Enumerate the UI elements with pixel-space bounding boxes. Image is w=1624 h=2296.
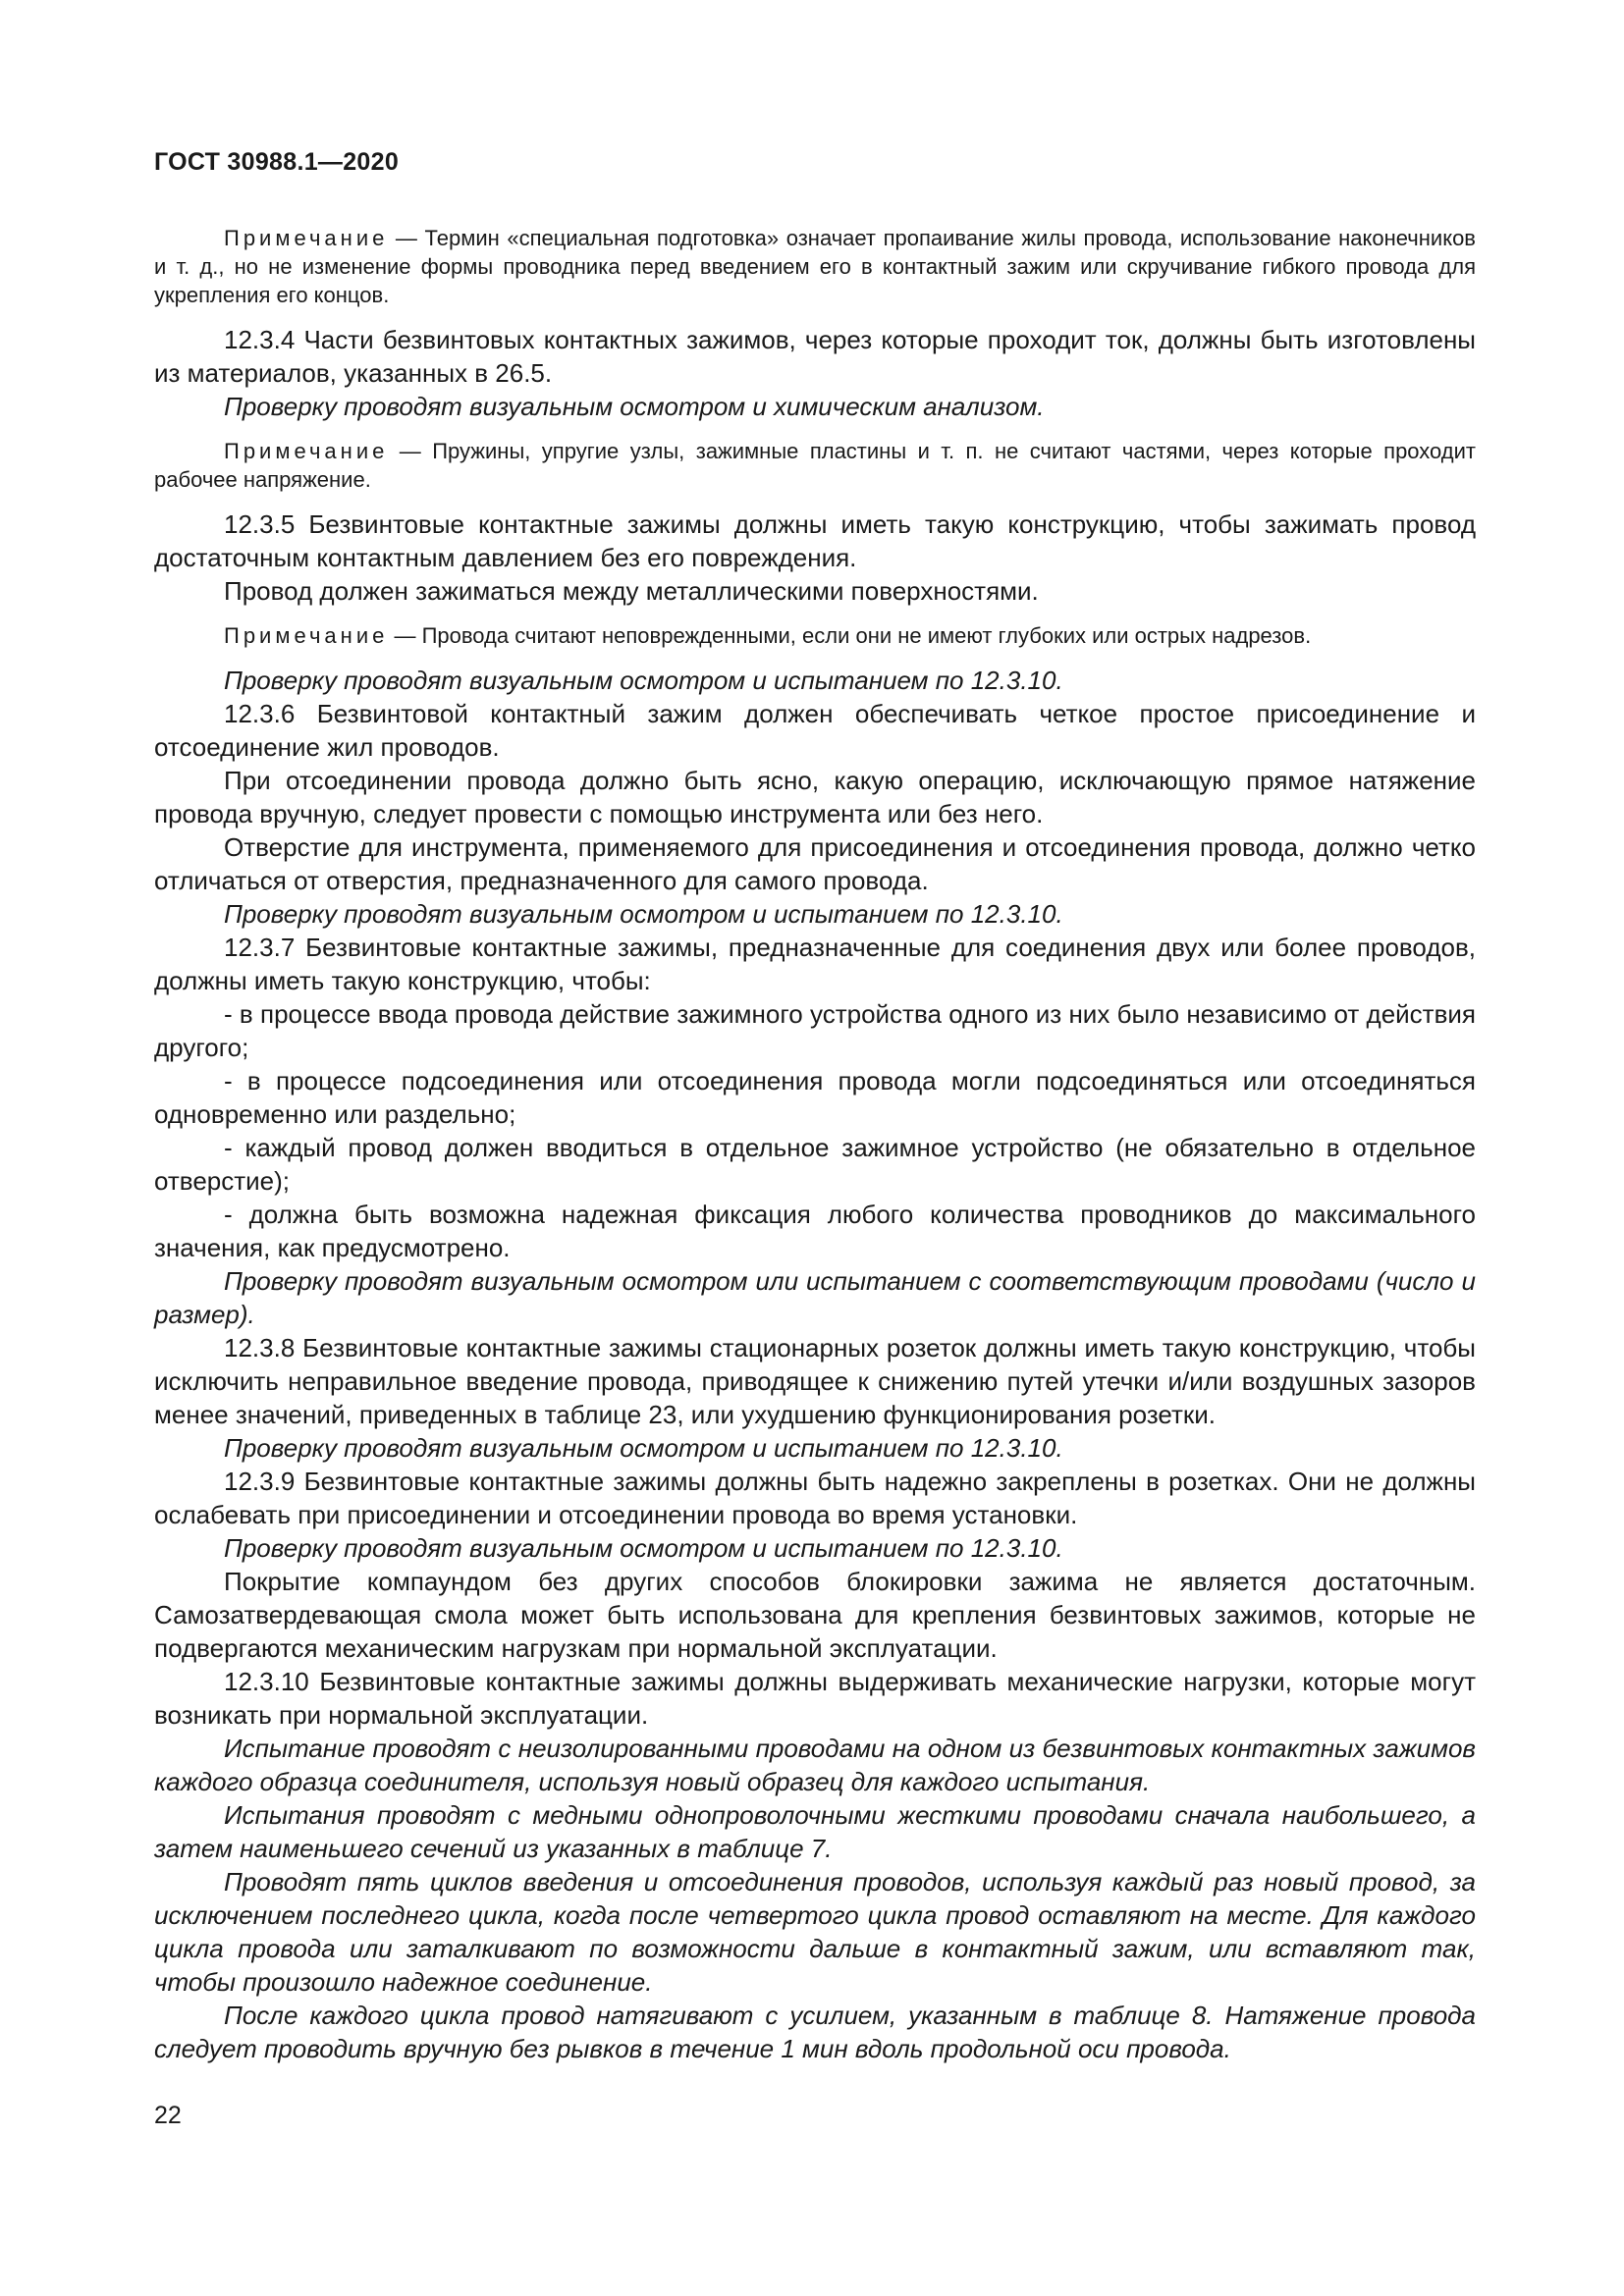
- page-number: 22: [154, 2102, 182, 2129]
- note-text: Термин «специальная подготовка» означает пропаивание жилы провода, использование наконечников и т. д., но не изменение формы проводника перед введением его в контактный зажим или скручивание гибкого провода для укрепления его концов.: [154, 226, 1476, 307]
- clause-12-3-10-test: Испытания проводят с медными однопроволочными жесткими проводами сначала наибольшего, а затем наименьшего сечений из указанных в таблице 7.: [154, 1800, 1476, 1863]
- document-body: [154, 224, 1476, 2065]
- clause-12-3-10: 12.3.10 Безвинтовые контактные зажимы должны выдерживать механические нагрузки, которые могут возникать при нормальной эксплуатации.: [154, 1667, 1476, 1730]
- note-dash: —: [388, 226, 425, 250]
- list-item: - в процессе ввода провода действие зажимного устройства одного из них было независимо от действия другого;: [154, 999, 1476, 1062]
- document-header: ГОСТ 30988.1—2020: [154, 148, 400, 176]
- note: [154, 621, 1476, 650]
- clause-12-3-8-check: Проверку проводят визуальным осмотром и испытанием по 12.3.10.: [224, 1433, 1063, 1463]
- clause-12-3-9-check: Проверку проводят визуальным осмотром и испытанием по 12.3.10.: [224, 1533, 1063, 1563]
- clause-12-3-9-text: Покрытие компаундом без других способов блокировки зажима не является достаточным. Самозатвердевающая смола может быть использована для крепления безвинтовых зажимов, которые не подвергаются механическим нагрузкам при нормальной эксплуатации.: [154, 1567, 1476, 1663]
- clause-12-3-4: 12.3.4 Части безвинтовых контактных зажимов, через которые проходит ток, должны быть изготовлены из материалов, указанных в 26.5.: [154, 325, 1476, 388]
- clause-12-3-6-text: Отверстие для инструмента, применяемого для присоединения и отсоединения провода, должно четко отличаться от отверстия, предназначенного для самого провода.: [154, 832, 1476, 895]
- clause-12-3-5-check: Проверку проводят визуальным осмотром и испытанием по 12.3.10.: [224, 666, 1063, 695]
- clause-12-3-9: 12.3.9 Безвинтовые контактные зажимы должны быть надежно закреплены в розетках. Они не должны ослабевать при присоединении и отсоединении провода во время установки.: [154, 1467, 1476, 1529]
- note-text: Пружины, упругие узлы, зажимные пластины и т. п. не считают частями, через которые проходит рабочее напряжение.: [154, 439, 1476, 492]
- clause-12-3-6: 12.3.6 Безвинтовой контактный зажим должен обеспечивать четкое простое присоединение и отсоединение жил проводов.: [154, 699, 1476, 762]
- clause-12-3-5: 12.3.5 Безвинтовые контактные зажимы должны иметь такую конструкцию, чтобы зажимать провод достаточным контактным давлением без его повреждения.: [154, 509, 1476, 572]
- clause-12-3-7: 12.3.7 Безвинтовые контактные зажимы, предназначенные для соединения двух или более проводов, должны иметь такую конструкцию, чтобы:: [154, 933, 1476, 995]
- clause-12-3-7-check: Проверку проводят визуальным осмотром или испытанием с соответствующим проводами (число и размер).: [154, 1266, 1476, 1329]
- clause-12-3-5-text: Провод должен зажиматься между металлическими поверхностями.: [224, 576, 1039, 606]
- note: [154, 224, 1476, 309]
- note-dash: —: [388, 623, 422, 648]
- list-item: - должна быть возможна надежная фиксация любого количества проводников до максимального значения, как предусмотрено.: [154, 1200, 1476, 1262]
- note-text: Провода считают неповрежденными, если они не имеют глубоких или острых надрезов.: [421, 623, 1312, 648]
- note: [154, 437, 1476, 494]
- clause-12-3-10-test: После каждого цикла провод натягивают с усилием, указанным в таблице 8. Натяжение провода следует проводить вручную без рывков в течение 1 мин вдоль продольной оси провода.: [154, 2001, 1476, 2063]
- note-label: Примечание: [224, 226, 389, 250]
- clause-12-3-6-check: Проверку проводят визуальным осмотром и испытанием по 12.3.10.: [224, 899, 1063, 929]
- clause-12-3-6-text: При отсоединении провода должно быть ясно, какую операцию, исключающую прямое натяжение провода вручную, следует провести с помощью инструмента или без него.: [154, 766, 1476, 828]
- note-label: Примечание: [224, 623, 389, 648]
- list-item: - в процессе подсоединения или отсоединения провода могли подсоединяться или отсоединяться одновременно или раздельно;: [154, 1066, 1476, 1129]
- clause-12-3-4-check: Проверку проводят визуальным осмотром и химическим анализом.: [224, 392, 1045, 421]
- clause-12-3-10-test: Испытание проводят с неизолированными проводами на одном из безвинтовых контактных зажимов каждого образца соединителя, используя новый образец для каждого испытания.: [154, 1734, 1476, 1796]
- note-dash: —: [388, 439, 433, 463]
- list-item: - каждый провод должен вводиться в отдельное зажимное устройство (не обязательно в отдельное отверстие);: [154, 1133, 1476, 1196]
- clause-12-3-8: 12.3.8 Безвинтовые контактные зажимы стационарных розеток должны иметь такую конструкцию, чтобы исключить неправильное введение провода, приводящее к снижению путей утечки и/или воздушных зазоров менее значений, приведенных в таблице 23, или ухудшению функционирования розетки.: [154, 1333, 1476, 1429]
- note-label: Примечание: [224, 439, 389, 463]
- clause-12-3-10-test: Проводят пять циклов введения и отсоединения проводов, используя каждый раз новый провод, за исключением последнего цикла, когда после четвертого цикла провод оставляют на месте. Для каждого цикла провода или заталкивают по возможности дальше в контактный зажим, или вставляют так, чтобы произошло надежное соединение.: [154, 1867, 1476, 1997]
